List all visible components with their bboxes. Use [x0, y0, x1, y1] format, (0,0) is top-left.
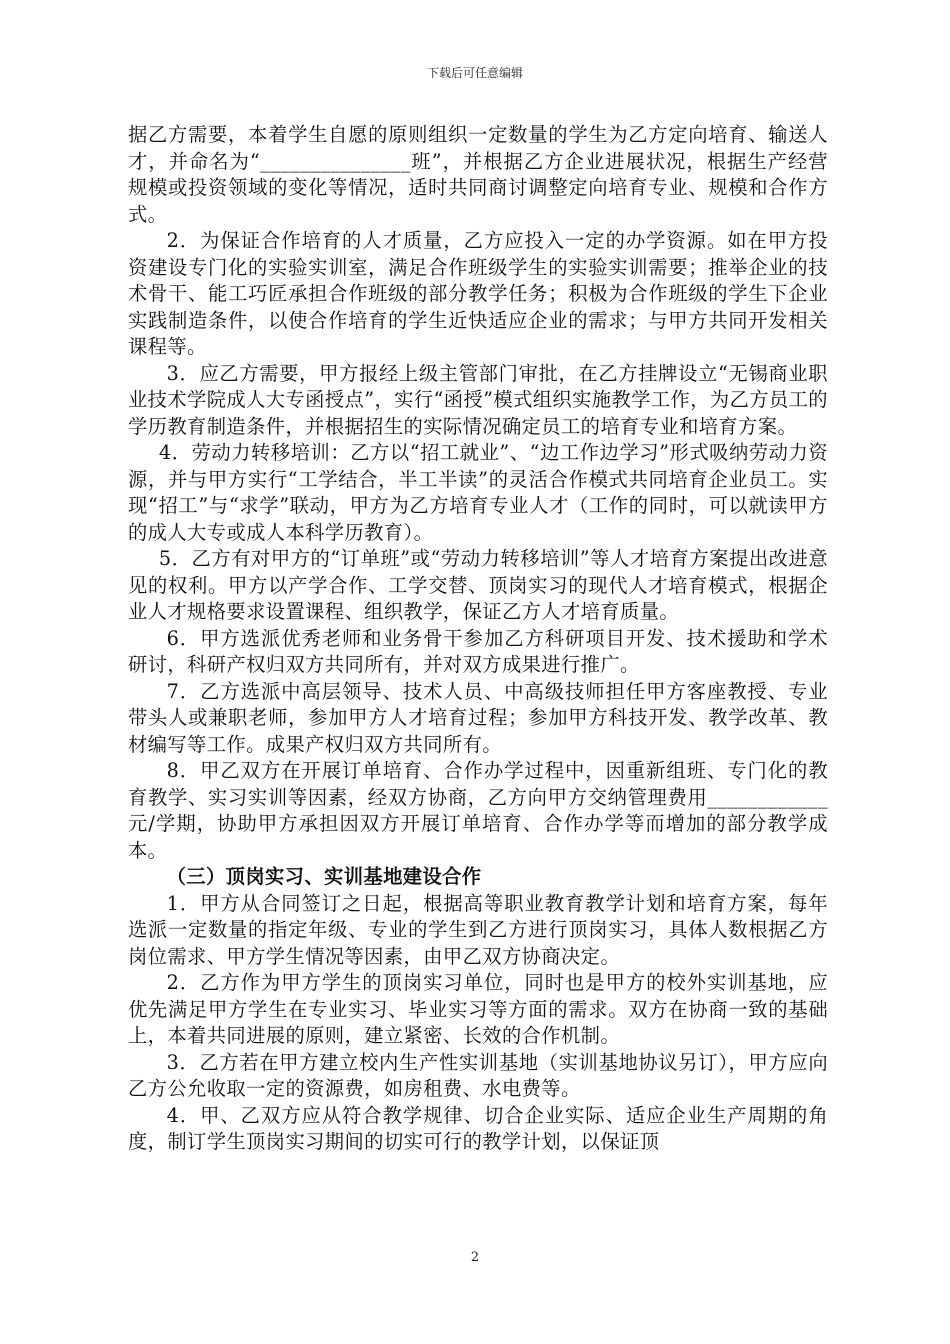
paragraph-item-8: 8．甲乙双方在开展订单培育、合作办学过程中，因重新组班、专门化的教育教学、实习实训等因素，经双方协商，乙方向甲方交纳管理费用____________元/学期，协助甲方承担因双方开展订单培育、合作办学等而增加的部分教学成本。 [128, 759, 828, 862]
paragraph-item-2: 2．为保证合作培育的人才质量，乙方应投入一定的办学资源。如在甲方投资建设专门化的实验实训室，满足合作班级学生的实验实训需要；推举企业的技术骨干、能工巧匠承担合作班级的部分教学任务；积极为合作班级的学生下企业实践制造条件，以使合作培育的学生近快适应企业的需求；与甲方共同开发相关课程等。 [128, 229, 828, 358]
body-text [128, 122, 828, 1156]
paragraph-item-4: 4．劳动力转移培训：乙方以“招工就业”、“边工作边学习”形式吸纳劳动力资源，并与甲方实行“工学结合，半工半读”的灵活合作模式共同培育企业员工。实现“招工”与“求学”联动，甲方为乙方培育专业人才（工作的同时，可以就读甲方的成人大专或成人本科学历教育）。 [128, 441, 828, 544]
paragraph-item-6: 6．甲方选派优秀老师和业务骨干参加乙方科研项目开发、技术援助和学术研讨，科研产权归双方共同所有，并对双方成果进行推广。 [128, 626, 828, 676]
paragraph-section3-item-2: 2．乙方作为甲方学生的顶岗实习单位，同时也是甲方的校外实训基地，应优先满足甲方学生在专业实习、毕业实习等方面的需求。双方在协商一致的基础上，本着共同进展的原则，建立紧密、长效的合作机制。 [128, 971, 828, 1047]
section-heading: （三）顶岗实习、实训基地建设合作 [166, 865, 482, 888]
paragraph-section3-item-1: 1．甲方从合同签订之日起，根据高等职业教育教学计划和培育方案，每年选派一定数量的指定年级、专业的学生到乙方进行顶岗实习，具体人数根据乙方岗位需求、甲方学生情况等因素，由甲乙双方协商决定。 [128, 891, 828, 968]
paragraph-item-3: 3．应乙方需要，甲方报经上级主管部门审批，在乙方挂牌设立“无锡商业职业技术学院成人大专函授点”，实行“函授”模式组织实施教学工作，为乙方员工的学历教育制造条件，并根据招生的实际情况确定员工的培育专业和培育方案。 [128, 361, 828, 438]
paragraph-item-7: 7．乙方选派中高层领导、技术人员、中高级技师担任甲方客座教授、专业带头人或兼职老师，参加甲方人才培育过程；参加甲方科技开发、教学改革、教材编写等工作。成果产权归双方共同所有。 [128, 679, 828, 756]
page-number: 2 [470, 1250, 480, 1265]
paragraph-continuation: 据乙方需要，本着学生自愿的原则组织一定数量的学生为乙方定向培育、输送人才，并命名为“_______________班”，并根据乙方企业进展状况，根据生产经营规模或投资领域的变化等情况，适时共同商讨调整定向培育专业、规模和合作方式。 [128, 123, 828, 226]
header-note: 下载后可任意编辑 [426, 66, 523, 80]
paragraph-section3-item-4: 4．甲、乙双方应从符合教学规律、切合企业实际、适应企业生产周期的角度，制订学生顶岗实习期间的切实可行的教学计划，以保证顶 [128, 1103, 828, 1153]
paragraph-item-5: 5．乙方有对甲方的“订单班”或“劳动力转移培训”等人才培育方案提出改进意见的权利。甲方以产学合作、工学交替、顶岗实习的现代人才培育模式，根据企业人才规格要求设置课程、组织教学，保证乙方人才培育质量。 [128, 547, 828, 623]
paragraph-section3-item-3: 3．乙方若在甲方建立校内生产性实训基地（实训基地协议另订），甲方应向乙方公允收取一定的资源费，如房租费、水电费等。 [128, 1050, 828, 1100]
